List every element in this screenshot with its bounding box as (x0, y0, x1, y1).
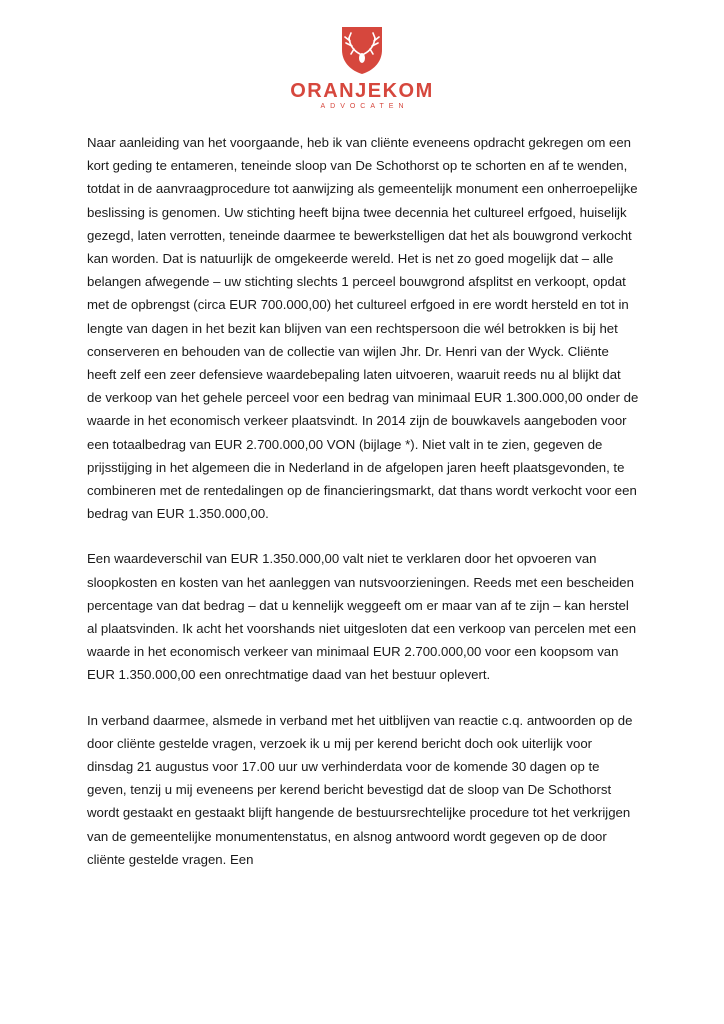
paragraph-1: Naar aanleiding van het voorgaande, heb ik van cliënte eveneens opdracht gekregen om een kort geding te entameren, teneinde sloop van De Schothorst op te schorten en af te wenden, totdat in de aanvraagprocedure tot aanwijzing als gemeentelijk monument een onherroepelijke beslissing is genomen. Uw stichting heeft bijna twee decennia het cultureel erfgoed, huiselijk gezegd, laten verrotten, teneinde daarmee te bewerkstelligen dat het als bouwgrond verkocht kan worden. Dat is natuurlijk de omgekeerde wereld. Het is net zo goed mogelijk dat – alle belangen afwegende – uw stichting slechts 1 perceel bouwgrond afsplitst en verkoopt, opdat met de opbrengst (circa EUR 700.000,00) het cultureel erfgoed in ere wordt hersteld en tot in lengte van dagen in het bezit kan blijven van een rechtspersoon die wél betrokken is bij het conserveren en behouden van de collectie van wijlen Jhr. Dr. Henri van der Wyck. Cliënte heeft zelf een zeer defensieve waardebepaling laten uitvoeren, waaruit reeds nu al blijkt dat de verkoop van het gehele perceel voor een bedrag van minimaal EUR 1.300.000,00 onder de waarde in het economisch verkeer plaatsvindt. In 2014 zijn de bouwkavels aangeboden voor een totaalbedrag van EUR 2.700.000,00 VON (bijlage *). Niet valt in te zien, gegeven de prijsstijging in het algemeen die in Nederland in de afgelopen jaren heeft plaatsgevonden, te combineren met de rentedalingen op de financieringsmarkt, dat thans wordt verkocht voor een bedrag van EUR 1.350.000,00. (87, 135, 639, 522)
paragraph-3: In verband daarmee, alsmede in verband met het uitblijven van reactie c.q. antwoorden op de door cliënte gestelde vragen, verzoek ik u mij per kerend bericht doch ook uiterlijk voor dinsdag 21 augustus voor 17.00 uur uw verhinderdata voor de komende 30 dagen op te geven, tenzij u mij eveneens per kerend bericht bevestigd dat de sloop van De Schothorst wordt gestaakt en gestaakt blijft hangende de bestuursrechtelijke procedure tot het verkrijgen van de gemeentelijke monumentenstatus, en alsnog antwoord wordt gegeven op de door cliënte gestelde vragen. Een (87, 712, 633, 867)
paragraph-2: Een waardeverschil van EUR 1.350.000,00 valt niet te verklaren door het opvoeren van sloopkosten en kosten van het aanleggen van nutsvoorzieningen. Reeds met een bescheiden percentage van dat bedrag – dat u kennelijk weggeeft om er maar van af te zijn – kan herstel al plaatsvinden. Ik acht het voorshands niet uitgesloten dat een verkoop van percelen met een waarde in het economisch verkeer van minimaal EUR 2.700.000,00 voor een koopsom van EUR 1.350.000,00 een onrechtmatige daad van het bestuur oplevert. (87, 551, 637, 683)
shield-antlers-icon (339, 24, 385, 76)
brand-name: ORANJEKOM (290, 80, 434, 102)
logo (0, 24, 724, 112)
letter-body (87, 131, 639, 893)
brand-subtitle: ADVOCATEN (320, 103, 409, 110)
